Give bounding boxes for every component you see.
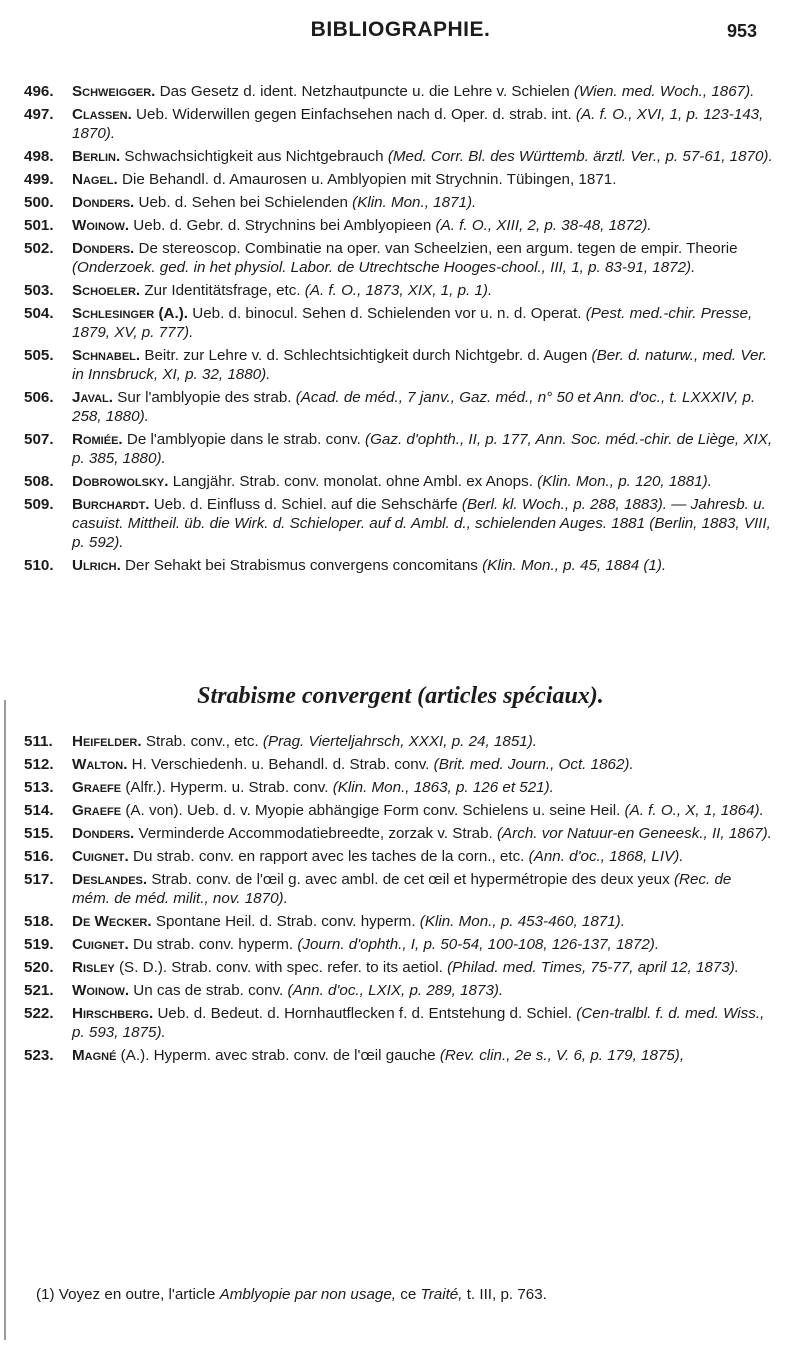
bibliography-entry	[0, 147, 801, 166]
bibliography-entry	[0, 495, 801, 552]
entry-text: Strab. conv. de l'œil g. avec ambl. de cet œil et hypermétropie des deux yeux	[151, 871, 670, 888]
entry-author: Schlesinger (A.).	[72, 305, 188, 322]
entry-number: 520.	[24, 959, 54, 976]
entry-author: Dobrowolsky.	[72, 473, 169, 490]
page-edge-shadow	[4, 700, 6, 1340]
entry-number: 497.	[24, 106, 54, 123]
entry-author: Cuignet.	[72, 848, 129, 865]
entry-source: (Onderzoek. ged. in het physiol. Labor. de Utrechtsche Hooges-chool., III, 1, p. 83-91, 1872).	[72, 259, 696, 276]
entry-source: (Acad. de méd., 7 janv., Gaz. méd., n° 50 et Ann. d'oc., t. LXXXIV, p. 258, 1880).	[72, 389, 756, 425]
page-title: BIBLIOGRAPHIE.	[310, 18, 491, 41]
entry-number: 504.	[24, 305, 54, 322]
entry-text: Die Behandl. d. Amaurosen u. Amblyopien mit Strychnin. Tübingen, 1871.	[121, 171, 617, 188]
entry-number: 501.	[24, 217, 54, 234]
entry-text: Du strab. conv. en rapport avec les taches de la corn., etc.	[132, 848, 525, 865]
entry-author: Woinow.	[72, 217, 130, 234]
entry-text: Ueb. d. Sehen bei Schielenden	[138, 194, 348, 211]
entry-number: 514.	[24, 802, 54, 819]
entry-author: De Wecker.	[72, 913, 152, 930]
bibliography-entry	[0, 958, 801, 977]
bibliography-entry	[0, 239, 801, 277]
entry-text: Sur l'amblyopie des strab.	[117, 389, 292, 406]
bibliography-entry	[0, 430, 801, 468]
entry-source: (Berl. kl. Woch., p. 288, 1883). — Jahresb. u. casuist. Mittheil. üb. die Wirk. d. Schieloper. auf d. Ambl. d., schielenden Auges. 1881 (Berlin, 1883, VIII, p. 592).	[72, 496, 771, 551]
entry-source: (Med. Corr. Bl. des Württemb. ärztl. Ver., p. 57-61, 1870).	[387, 148, 773, 165]
entry-number: 500.	[24, 194, 54, 211]
footnote-work-title: Traité,	[420, 1286, 463, 1303]
footnote-article-title: Amblyopie par non usage,	[219, 1286, 397, 1303]
bibliography-entry	[0, 304, 801, 342]
entry-author: Magné	[72, 1047, 117, 1064]
bibliography-entry	[0, 105, 801, 143]
entry-text: Ueb. d. Gebr. d. Strychnins bei Amblyopieen	[133, 217, 432, 234]
bibliography-entry	[0, 82, 801, 101]
bibliography-entry	[0, 193, 801, 212]
entry-author: Schnabel.	[72, 347, 141, 364]
entry-source: (Ann. d'oc., LXIX, p. 289, 1873).	[287, 982, 504, 999]
entry-text: (S. D.). Strab. conv. with spec. refer. to its aetiol.	[119, 959, 443, 976]
entry-text: Du strab. conv. hyperm.	[132, 936, 294, 953]
footnote-prefix: (1) Voyez en outre, l'article	[36, 1286, 216, 1303]
entry-author: Romiée.	[72, 431, 123, 448]
bibliography-entry	[0, 801, 801, 820]
entry-number: 499.	[24, 171, 54, 188]
bibliography-entry	[0, 472, 801, 491]
entry-author: Ulrich.	[72, 557, 121, 574]
entry-text: H. Verschiedenh. u. Behandl. d. Strab. conv.	[131, 756, 430, 773]
entry-source: (Klin. Mon., p. 453-460, 1871).	[419, 913, 625, 930]
entry-number: 503.	[24, 282, 54, 299]
entry-source: (Journ. d'ophth., I, p. 50-54, 100-108, 126-137, 1872).	[297, 936, 660, 953]
entry-author: Schweigger.	[72, 83, 156, 100]
entry-number: 512.	[24, 756, 54, 773]
entry-source: (Pest. med.-chir. Presse, 1879, XV, p. 777).	[72, 305, 753, 341]
entry-text: De stereoscop. Combinatie na oper. van Scheelzien, een argum. tegen de empir. Theorie	[138, 240, 738, 257]
entry-number: 515.	[24, 825, 54, 842]
entry-number: 523.	[24, 1047, 54, 1064]
entry-number: 521.	[24, 982, 54, 999]
entry-author: Deslandes.	[72, 871, 148, 888]
entry-author: Donders.	[72, 825, 135, 842]
entry-number: 508.	[24, 473, 54, 490]
entry-number: 517.	[24, 871, 54, 888]
page-number: 953	[726, 21, 757, 41]
entry-source: (Gaz. d'ophth., II, p. 177, Ann. Soc. méd.-chir. de Liège, XIX, p. 385, 1880).	[72, 431, 773, 467]
entry-author: Burchardt.	[72, 496, 150, 513]
bibliography-entry	[0, 281, 801, 300]
entry-number: 496.	[24, 83, 54, 100]
bibliography-entry	[0, 824, 801, 843]
bibliography-entry	[0, 556, 801, 575]
entry-number: 519.	[24, 936, 54, 953]
entry-author: Heifelder.	[72, 733, 142, 750]
bibliography-entry	[0, 1004, 801, 1042]
entry-text: Der Sehakt bei Strabismus convergens concomitans	[125, 557, 478, 574]
bibliography-entry	[0, 912, 801, 931]
entry-author: Woinow.	[72, 982, 130, 999]
entry-text: Zur Identitätsfrage, etc.	[144, 282, 301, 299]
entry-source: (Klin. Mon., p. 120, 1881).	[537, 473, 712, 490]
entry-number: 509.	[24, 496, 54, 513]
entry-author: Walton.	[72, 756, 128, 773]
entry-text: De l'amblyopie dans le strab. conv.	[126, 431, 361, 448]
entry-source: (Ber. d. naturw., med. Ver. in Innsbruck, XI, p. 32, 1880).	[72, 347, 768, 383]
entry-number: 502.	[24, 240, 54, 257]
bibliography-entry	[0, 732, 801, 751]
entry-author: Graefe	[72, 802, 122, 819]
entry-source: (Rev. clin., 2e s., V. 6, p. 179, 1875),	[439, 1047, 685, 1064]
entry-author: Nagel.	[72, 171, 118, 188]
entry-source: (A. f. O., 1873, XIX, 1, p. 1).	[304, 282, 493, 299]
entry-text: Ueb. Widerwillen gegen Einfachsehen nach d. Oper. d. strab. int.	[136, 106, 572, 123]
entry-text: Strab. conv., etc.	[145, 733, 259, 750]
bibliography-entry	[0, 778, 801, 797]
entry-number: 507.	[24, 431, 54, 448]
entry-author: Hirschberg.	[72, 1005, 154, 1022]
bibliography-entry	[0, 935, 801, 954]
entry-source: (A. f. O., XIII, 2, p. 38-48, 1872).	[435, 217, 652, 234]
entry-author: Donders.	[72, 194, 135, 211]
entry-number: 505.	[24, 347, 54, 364]
entry-number: 510.	[24, 557, 54, 574]
entry-source: (Klin. Mon., p. 45, 1884 (1).	[482, 557, 667, 574]
entry-source: (Cen-tralbl. f. d. med. Wiss., p. 593, 1875).	[72, 1005, 765, 1041]
bibliography-entry	[0, 981, 801, 1000]
entry-source: (A. f. O., X, 1, 1864).	[624, 802, 764, 819]
entry-source: (Klin. Mon., 1863, p. 126 et 521).	[332, 779, 554, 796]
entry-author: Cuignet.	[72, 936, 129, 953]
entry-text: Ueb. d. binocul. Sehen d. Schielenden vor u. n. d. Operat.	[192, 305, 582, 322]
entry-text: Langjähr. Strab. conv. monolat. ohne Ambl. ex Anops.	[172, 473, 533, 490]
entry-author: Risley	[72, 959, 115, 976]
entry-number: 511.	[24, 733, 53, 750]
entry-number: 522.	[24, 1005, 54, 1022]
entry-source: (Rec. de mém. de méd. milit., nov. 1870).	[72, 871, 732, 907]
running-header	[0, 18, 801, 58]
entry-text: (A.). Hyperm. avec strab. conv. de l'œil gauche	[120, 1047, 436, 1064]
section-heading: Strabisme convergent (articles spéciaux).	[197, 683, 604, 709]
entry-text: Spontane Heil. d. Strab. conv. hyperm.	[155, 913, 416, 930]
entry-author: Graefe	[72, 779, 122, 796]
entry-source: (Klin. Mon., 1871).	[352, 194, 477, 211]
bibliography-entry	[0, 870, 801, 908]
bibliography-entry	[0, 388, 801, 426]
bibliography-list-general	[0, 82, 801, 579]
bibliography-list-convergent	[0, 732, 801, 1069]
entry-number: 518.	[24, 913, 54, 930]
entry-text: Schwachsichtigkeit aus Nichtgebrauch	[124, 148, 384, 165]
bibliography-entry	[0, 847, 801, 866]
entry-source: (Ann. d'oc., 1868, LIV).	[528, 848, 684, 865]
entry-source: (Wien. med. Woch., 1867).	[573, 83, 755, 100]
entry-author: Donders.	[72, 240, 135, 257]
entry-text: Das Gesetz d. ident. Netzhautpuncte u. die Lehre v. Schielen	[159, 83, 570, 100]
entry-text: Beitr. zur Lehre v. d. Schlechtsichtigkeit durch Nichtgebr. d. Augen	[144, 347, 588, 364]
entry-source: (Arch. vor Natuur-en Geneesk., II, 1867).	[496, 825, 772, 842]
entry-author: Schoeler.	[72, 282, 141, 299]
entry-author: Berlin.	[72, 148, 121, 165]
entry-number: 516.	[24, 848, 54, 865]
entry-source: (A. f. O., XVI, 1, p. 123-143, 1870).	[72, 106, 764, 142]
entry-text: Ueb. d. Bedeut. d. Hornhautflecken f. d. Entstehung d. Schiel.	[157, 1005, 572, 1022]
entry-text: Verminderde Accommodatiebreedte, zorzak v. Strab.	[138, 825, 493, 842]
footnote	[36, 1285, 776, 1304]
bibliography-entry	[0, 170, 801, 189]
entry-number: 513.	[24, 779, 54, 796]
entry-text: (Alfr.). Hyperm. u. Strab. conv.	[125, 779, 329, 796]
bibliography-entry	[0, 1046, 801, 1065]
footnote-middle: ce	[400, 1286, 417, 1303]
entry-source: (Prag. Vierteljahrsch, XXXI, p. 24, 1851).	[262, 733, 537, 750]
entry-source: (Philad. med. Times, 75-77, april 12, 1873).	[447, 959, 740, 976]
footnote-suffix: t. III, p. 763.	[466, 1286, 547, 1303]
entry-text: Ueb. d. Einfluss d. Schiel. auf die Sehschärfe	[153, 496, 458, 513]
entry-source: (Brit. med. Journ., Oct. 1862).	[433, 756, 634, 773]
entry-author: Javal.	[72, 389, 113, 406]
entry-text: (A. von). Ueb. d. v. Myopie abhängige Form conv. Schielens u. seine Heil.	[125, 802, 621, 819]
entry-number: 506.	[24, 389, 54, 406]
bibliography-entry	[0, 755, 801, 774]
entry-author: Classen.	[72, 106, 132, 123]
entry-text: Un cas de strab. conv.	[133, 982, 284, 999]
entry-number: 498.	[24, 148, 54, 165]
bibliography-entry	[0, 346, 801, 384]
bibliography-entry	[0, 216, 801, 235]
